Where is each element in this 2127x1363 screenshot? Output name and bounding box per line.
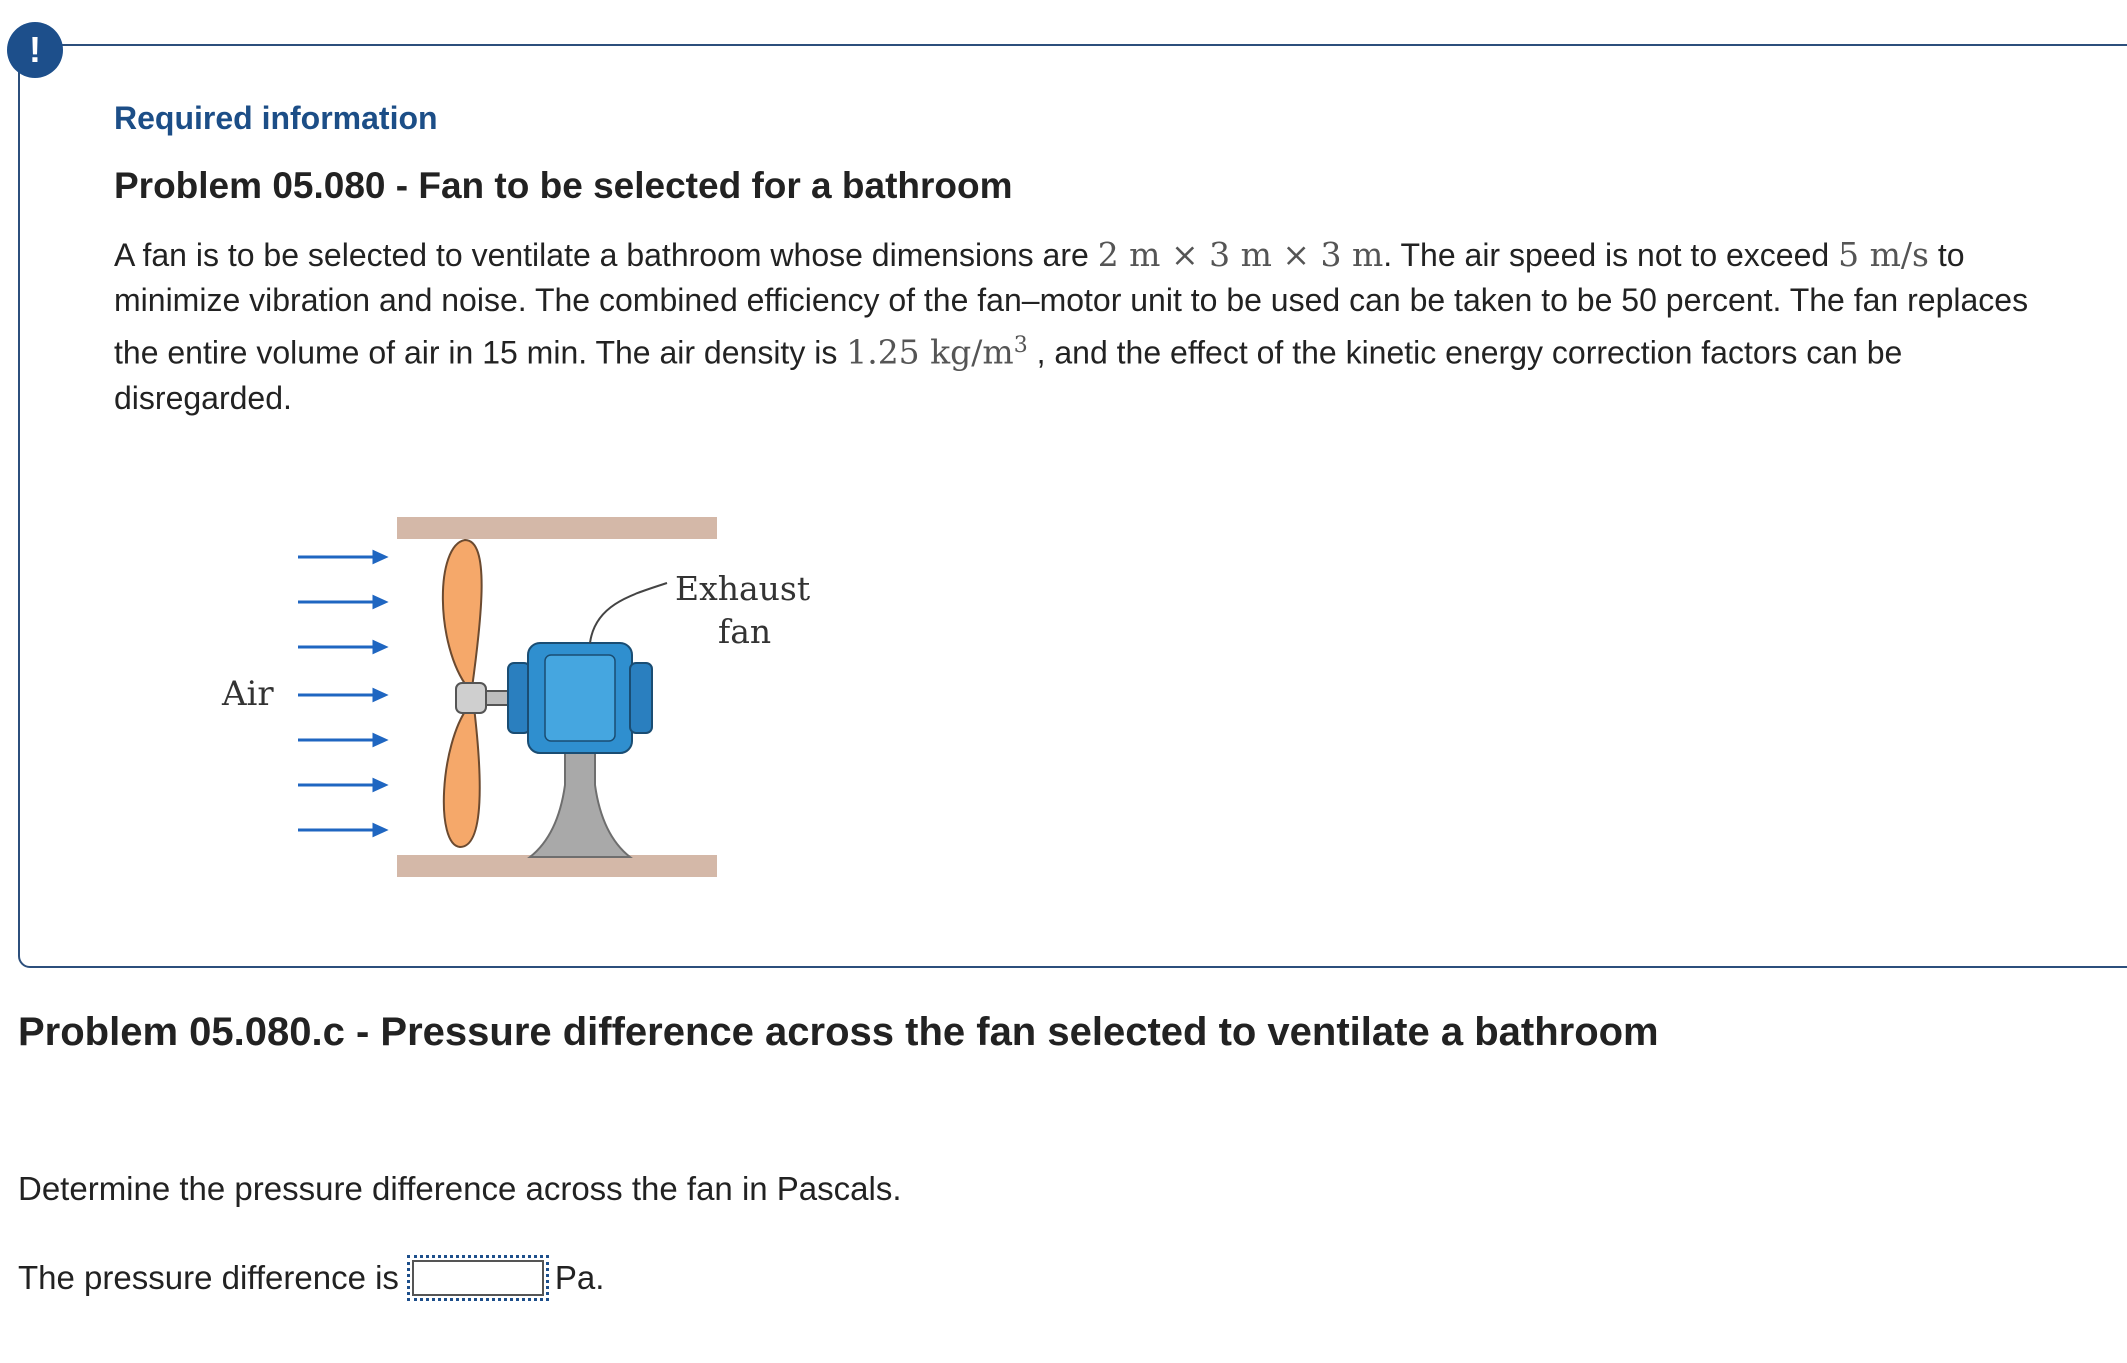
fan-hub: [456, 683, 486, 713]
bottom-wall: [397, 855, 717, 877]
math-density-exponent: 3: [1013, 333, 1028, 358]
fan-blade-top: [443, 540, 482, 688]
exhaust-fan-figure: [210, 495, 830, 885]
motor-endcap-right: [630, 663, 652, 733]
answer-unit: Pa.: [554, 1259, 605, 1296]
problem-text-part: . The air speed is not to exceed: [1383, 237, 1839, 273]
part-title: Problem 05.080.c - Pressure difference across the fan selected to ventilate a bathroom: [18, 1010, 1659, 1054]
problem-text-part: A fan is to be selected to ventilate a bathroom whose dimensions are: [114, 237, 1098, 273]
exhaust-fan-label-line2: fan: [718, 612, 772, 651]
answer-row: [18, 1253, 604, 1303]
question-text: Determine the pressure difference across the fan in Pascals.: [18, 1170, 902, 1207]
answer-focus-outline: [407, 1255, 549, 1301]
alert-icon: !: [7, 22, 63, 78]
answer-label: The pressure difference is: [18, 1259, 399, 1296]
exhaust-fan-label-line1: Exhaust: [675, 569, 811, 608]
problem-statement: [114, 232, 2044, 421]
required-info-label: Required information: [114, 100, 438, 136]
problem-title: Problem 05.080 - Fan to be selected for a bathroom: [114, 165, 1013, 206]
math-air-speed: 5 m/s: [1838, 235, 1929, 274]
problem-text-part: , and the effect of the kinetic energy correction factors can be disregarded.: [114, 334, 1903, 416]
air-label: Air: [222, 674, 274, 714]
motor-endcap-left: [508, 663, 530, 733]
label-leader-line: [590, 583, 667, 643]
fan-blade-bottom: [444, 707, 480, 847]
pressure-difference-input[interactable]: [412, 1260, 544, 1296]
fan-stand: [530, 750, 630, 857]
problem-text-part: to minimize vibration and noise. The combined efficiency of the fan–motor unit to be used can be taken to be 50 percent. The fan replaces the entire volume of air in 15 min. The air density is: [114, 237, 2029, 371]
motor-body-panel: [545, 655, 615, 741]
top-wall: [397, 517, 717, 539]
air-flow-arrows: [298, 552, 385, 835]
math-density: 1.25 kg/m: [846, 332, 1014, 372]
math-dimensions: 2 m × 3 m × 3 m: [1097, 235, 1384, 274]
